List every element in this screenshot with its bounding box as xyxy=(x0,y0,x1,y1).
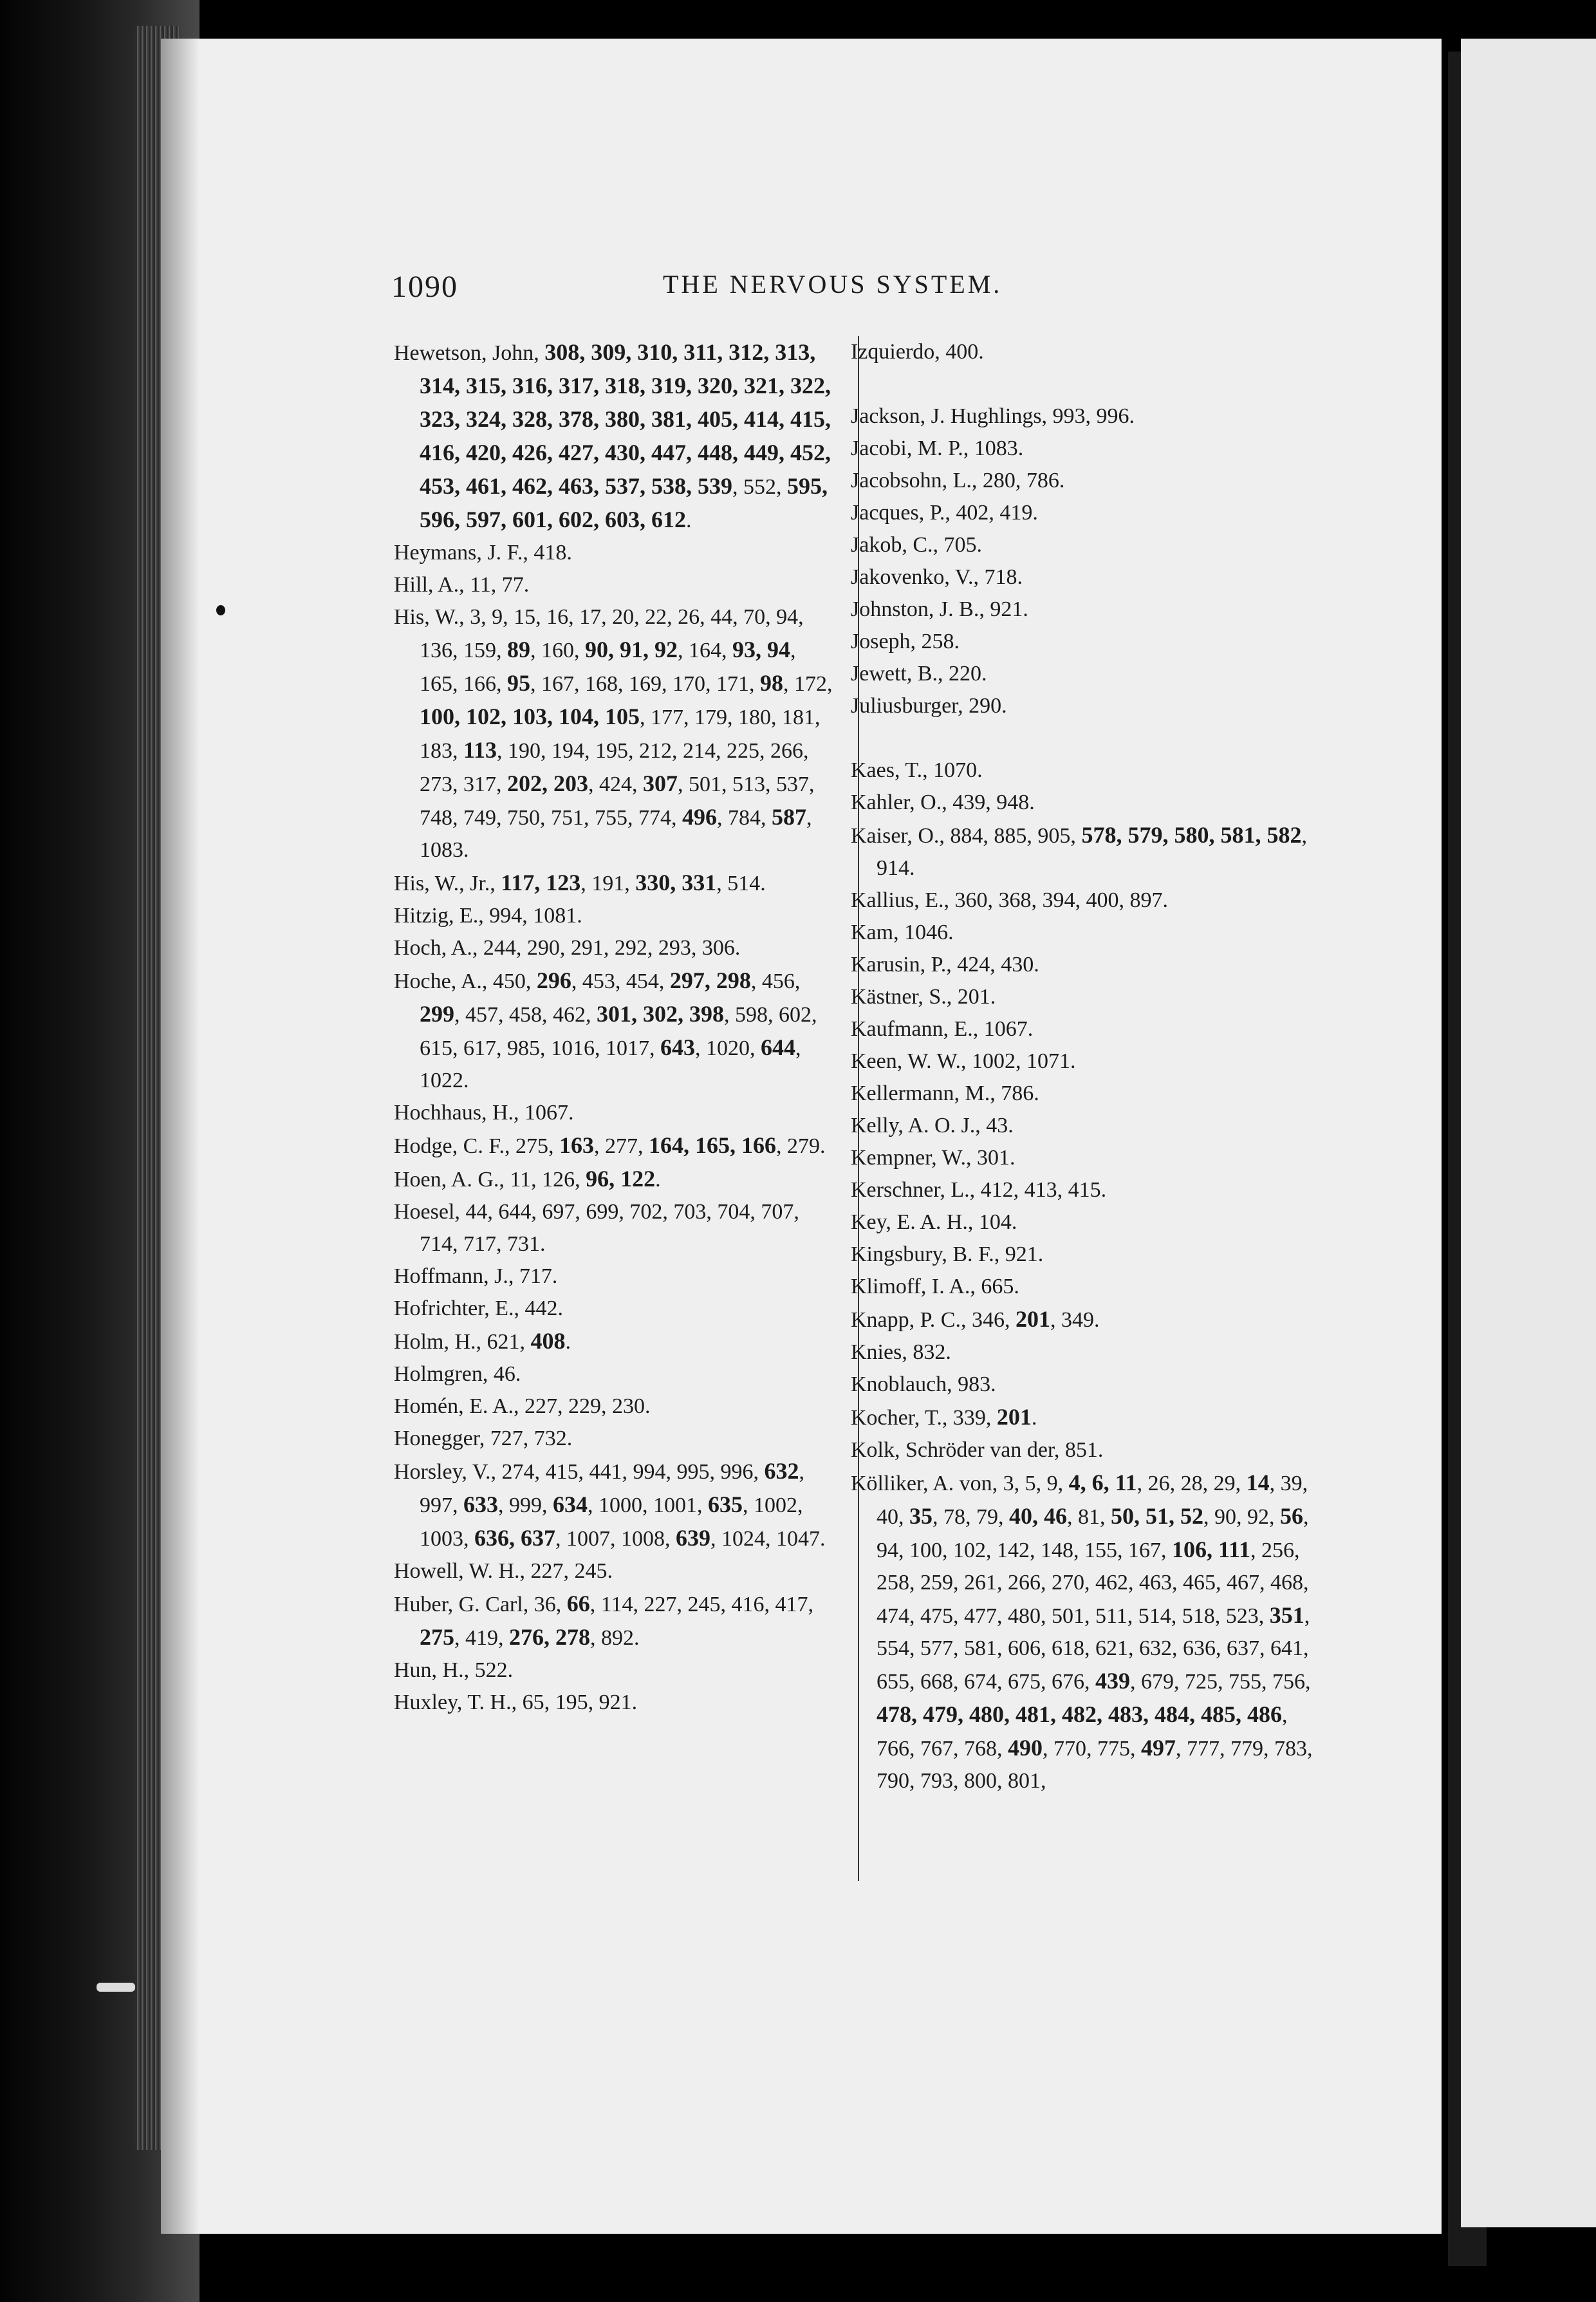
index-entry: Jacobi, M. P., 1083. xyxy=(851,436,1024,460)
page-shading xyxy=(161,39,200,2234)
index-column-right xyxy=(851,336,1327,1797)
index-entry: Keen, W. W., 1002, 1071. xyxy=(851,1049,1076,1073)
index-entry: Kelly, A. O. J., 43. xyxy=(851,1114,1014,1137)
index-entry: Izquierdo, 400. xyxy=(851,340,984,364)
index-entry: Huber, G. Carl, 36, 66, 114, 227, 245, 416, 417, 275, 419, 276, 278, 892. xyxy=(394,1591,813,1650)
index-entry: Hoffmann, J., 717. xyxy=(394,1264,558,1288)
index-entry: Hoen, A. G., 11, 126, 96, 122. xyxy=(394,1166,661,1192)
index-entry: Kaufmann, E., 1067. xyxy=(851,1017,1034,1041)
index-entry: Kahler, O., 439, 948. xyxy=(851,791,1035,814)
index-entry: Johnston, J. B., 921. xyxy=(851,597,1028,621)
index-entry: Kerschner, L., 412, 413, 415. xyxy=(851,1178,1107,1202)
index-entry: Holm, H., 621, 408. xyxy=(394,1328,571,1354)
index-entry: Hill, A., 11, 77. xyxy=(394,573,530,597)
page-number: 1090 xyxy=(391,270,458,304)
index-entry: Hoche, A., 450, 296, 453, 454, 297, 298, 456, 299, 457, 458, 462, 301, 302, 398, 598, 602, 615, 617, 985, 1016, 1017, 643, 1020, 644, 1022. xyxy=(394,968,817,1092)
index-entry: Kocher, T., 339, 201. xyxy=(851,1404,1037,1430)
index-entry: Hun, H., 522. xyxy=(394,1658,514,1682)
index-entry: Knoblauch, 983. xyxy=(851,1372,996,1396)
index-entry: Jacobsohn, L., 280, 786. xyxy=(851,469,1065,492)
index-entry: Key, E. A. H., 104. xyxy=(851,1210,1017,1234)
index-entry: Hoesel, 44, 644, 697, 699, 702, 703, 704, 707, 714, 717, 731. xyxy=(394,1200,799,1256)
index-entry: Kellermann, M., 786. xyxy=(851,1081,1039,1105)
ink-speck xyxy=(216,605,225,615)
running-head: THE NERVOUS SYSTEM. xyxy=(663,270,1003,299)
index-entry: Kingsbury, B. F., 921. xyxy=(851,1242,1044,1266)
index-entry: Hitzig, E., 994, 1081. xyxy=(394,904,582,928)
index-entry: Howell, W. H., 227, 245. xyxy=(394,1559,613,1583)
index-entry: Heymans, J. F., 418. xyxy=(394,541,572,565)
index-entry: Horsley, V., 274, 415, 441, 994, 995, 996, 632, 997, 633, 999, 634, 1000, 1001, 635, 1002, 1003, 636, 637, 1007, 1008, 639, 1024, 1047. xyxy=(394,1458,826,1551)
index-entry: Knapp, P. C., 346, 201, 349. xyxy=(851,1306,1100,1332)
index-entry: Jewett, B., 220. xyxy=(851,662,987,686)
index-entry: His, W., 3, 9, 15, 16, 17, 20, 22, 26, 44, 70, 94, 136, 159, 89, 160, 90, 91, 92, 164, 93, 94, 165, 166, 95, 167, 168, 169, 170, 171, 98, 172, 100, 102, 103, 104, 105, 177, 179, 180, 181, 183, 113, 190, 194, 195, 212, 214, 225, 266, 273, 317, 202, 203, 424, 307, 501, 513, 537, 748, 749, 750, 751, 755, 774, 496, 784, 587, 1083. xyxy=(394,605,833,862)
ink-speck xyxy=(97,1983,135,1992)
index-entry: Kölliker, A. von, 3, 5, 9, 4, 6, 11, 26, 28, 29, 14, 39, 40, 35, 78, 79, 40, 46, 81, 50, 51, 52, 90, 92, 56, 94, 100, 102, 142, 148, 155, 167, 106, 111, 256, 258, 259, 261, 266, 270, 462, 463, 465, 467, 468, 474, 475, 477, 480, 501, 511, 514, 518, 523, 351, 554, 577, 581, 606, 618, 621, 632, 636, 637, 641, 655, 668, 674, 675, 676, 439, 679, 725, 755, 756, 478, 479, 480, 481, 482, 483, 484, 485, 486, 766, 767, 768, 490, 770, 775, 497, 777, 779, 783, 790, 793, 800, 801, xyxy=(851,1470,1313,1793)
index-entry: Hodge, C. F., 275, 163, 277, 164, 165, 166, 279. xyxy=(394,1132,826,1158)
index-entry: Karusin, P., 424, 430. xyxy=(851,953,1039,977)
index-entry: Kam, 1046. xyxy=(851,921,954,944)
index-entry: Hochhaus, H., 1067. xyxy=(394,1101,574,1125)
index-entry: Honegger, 727, 732. xyxy=(394,1427,573,1450)
index-entry: Jakovenko, V., 718. xyxy=(851,565,1023,589)
index-entry: Jackson, J. Hughlings, 993, 996. xyxy=(851,404,1135,428)
index-entry: Juliusburger, 290. xyxy=(851,694,1007,718)
index-entry: Homén, E. A., 227, 229, 230. xyxy=(394,1394,651,1418)
index-entry: Kolk, Schröder van der, 851. xyxy=(851,1438,1104,1462)
index-entry: Jacques, P., 402, 419. xyxy=(851,501,1038,525)
index-entry: Holmgren, 46. xyxy=(394,1362,521,1386)
index-entry: Kempner, W., 301. xyxy=(851,1146,1016,1170)
index-entry: Kaiser, O., 884, 885, 905, 578, 579, 580, 581, 582, 914. xyxy=(851,822,1307,880)
index-entry: Hofrichter, E., 442. xyxy=(394,1296,564,1320)
index-entry: Kaes, T., 1070. xyxy=(851,758,983,782)
facing-page-edge xyxy=(1461,39,1596,2227)
section-gap xyxy=(851,722,1327,754)
index-column-left xyxy=(394,336,838,1719)
index-entry: Hewetson, John, 308, 309, 310, 311, 312, 313, 314, 315, 316, 317, 318, 319, 320, 321, 322, 323, 324, 328, 378, 380, 381, 405, 414, 415, 416, 420, 426, 427, 430, 447, 448, 449, 452, 453, 461, 462, 463, 537, 538, 539, 552, 595, 596, 597, 601, 602, 603, 612. xyxy=(394,339,831,532)
index-entry: His, W., Jr., 117, 123, 191, 330, 331, 514. xyxy=(394,870,766,895)
index-entry: Huxley, T. H., 65, 195, 921. xyxy=(394,1690,638,1714)
index-entry: Joseph, 258. xyxy=(851,630,960,653)
index-entry: Klimoff, I. A., 665. xyxy=(851,1275,1019,1298)
index-entry: Knies, 832. xyxy=(851,1340,951,1364)
index-entry: Jakob, C., 705. xyxy=(851,533,982,557)
index-entry: Hoch, A., 244, 290, 291, 292, 293, 306. xyxy=(394,936,741,960)
section-gap xyxy=(851,368,1327,400)
index-entry: Kästner, S., 201. xyxy=(851,985,996,1009)
index-entry: Kallius, E., 360, 368, 394, 400, 897. xyxy=(851,888,1168,912)
